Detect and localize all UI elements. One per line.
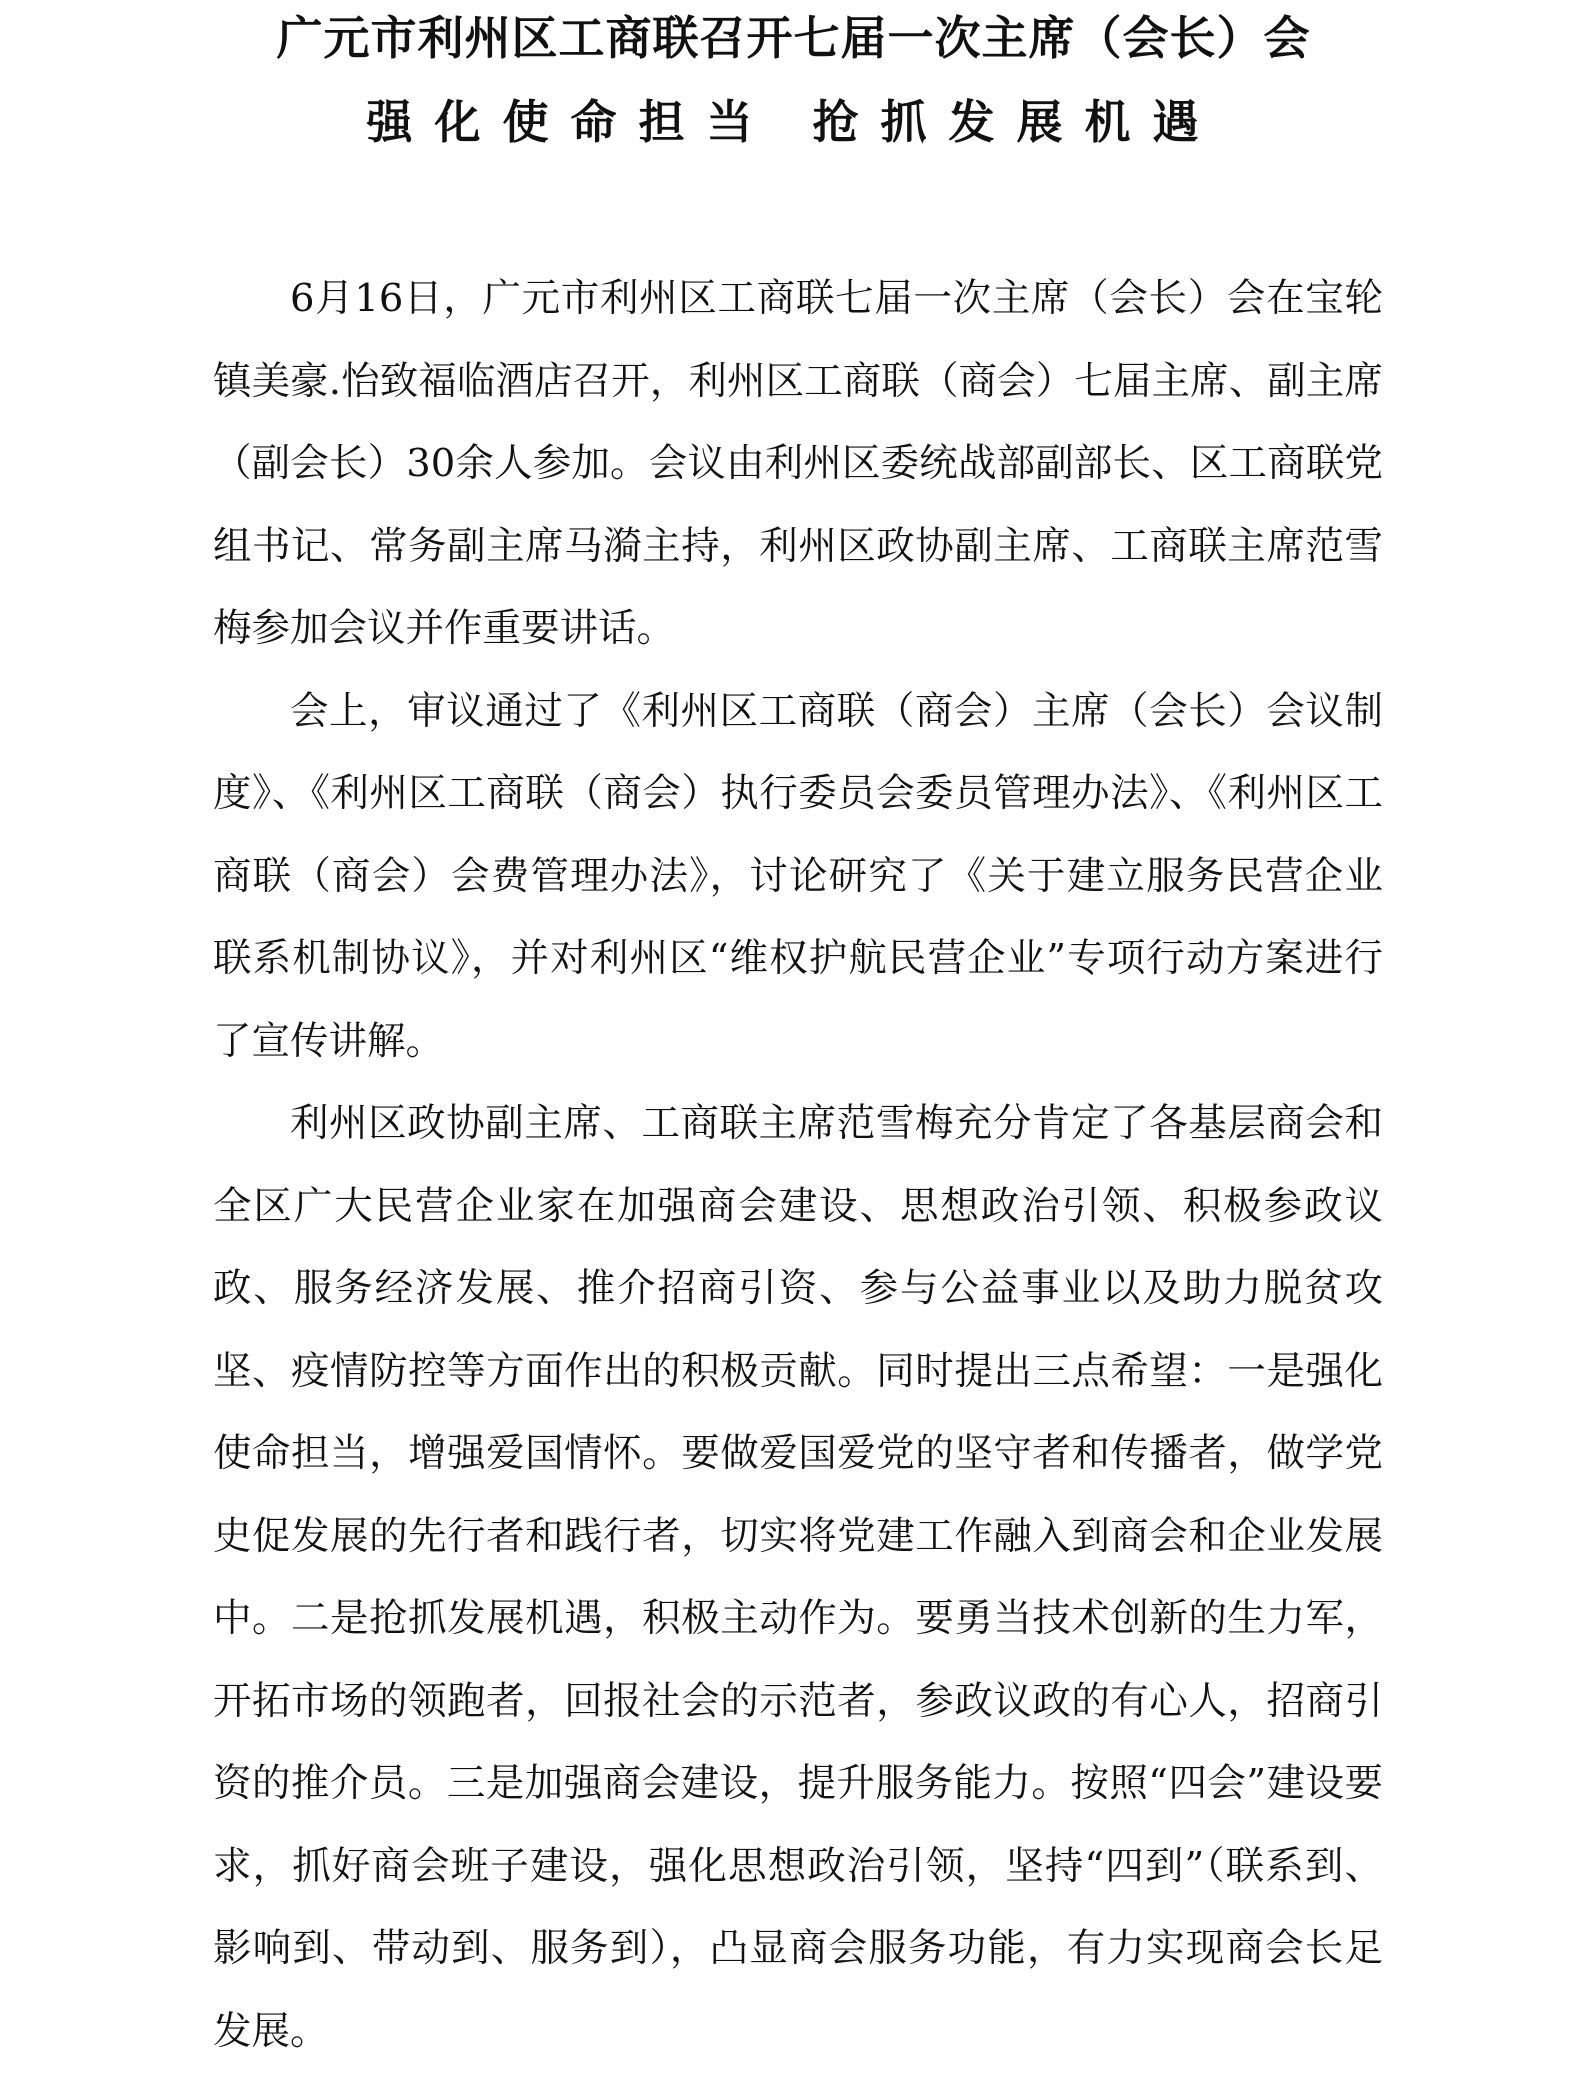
document-body (213, 258, 1383, 2073)
document-title: 广元市利州区工商联召开七届一次主席（会长）会 (276, 11, 1311, 65)
document-subtitle: 强化使命担当 抢抓发展机遇 (366, 95, 1221, 149)
paragraph-chair-speech: 利州区政协副主席、工商联主席范雪梅充分肯定了各基层商会和全区广大民营企业家在加强商会建设、思想政治引领、积极参政议政、服务经济发展、推介招商引资、参与公益事业以及助力脱贫攻坚、疫情防控等方面作出的积极贡献。同时提出三点希望：一是强化使命担当，增强爱国情怀。要做爱国爱党的坚守者和传播者，做学党史促发展的先行者和践行者，切实将党建工作融入到商会和企业发展中。二是抢抓发展机遇，积极主动作为。要勇当技术创新的生力军，开拓市场的领跑者，回报社会的示范者，参政议政的有心人，招商引资的推介员。三是加强商会建设，提升服务能力。按照“四会”建设要求，抓好商会班子建设，强化思想政治引领，坚持“四到”（联系到、影响到、带动到、服务到），凸显商会服务功能，有力实现商会长足发展。 (213, 1101, 1383, 2054)
paragraph-meeting-agenda: 会上，审议通过了《利州区工商联（商会）主席（会长）会议制度》、《利州区工商联（商会）执行委员会委员管理办法》、《利州区工商联（商会）会费管理办法》，讨论研究了《关于建立服务民营企业联系机制协议》，并对利州区“维权护航民营企业”专项行动方案进行了宣传讲解。 (213, 688, 1383, 1064)
paragraph-meeting-overview: 6月16日，广元市利州区工商联七届一次主席（会长）会在宝轮镇美豪.怡致福临酒店召开，利州区工商联（商会）七届主席、副主席（副会长）30余人参加。会议由利州区委统战部副部长、区工商联党组书记、常务副主席马漪主持，利州区政协副主席、工商联主席范雪梅参加会议并作重要讲话。 (213, 276, 1383, 651)
